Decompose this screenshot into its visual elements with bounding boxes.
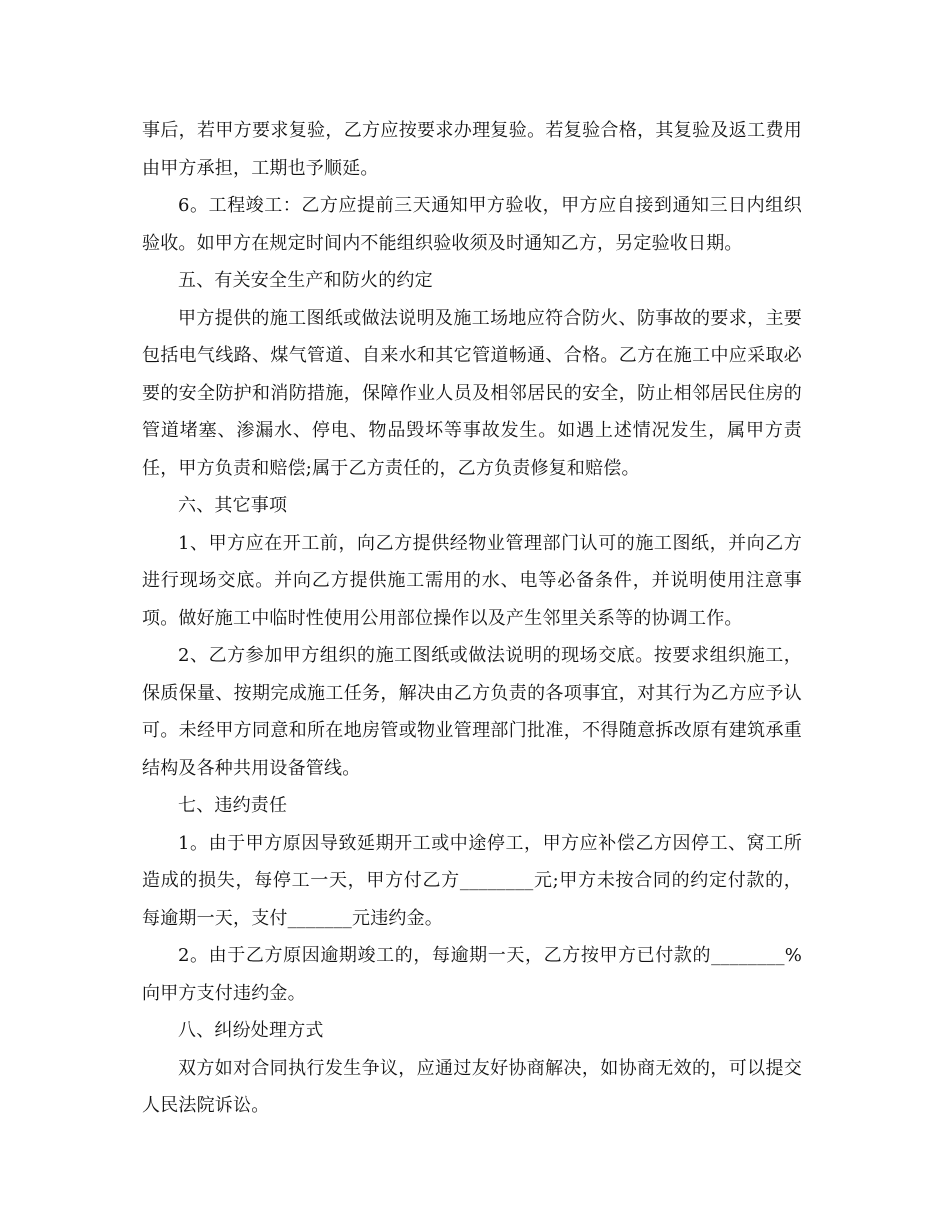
paragraph: 2。由于乙方原因逾期竣工的，每逾期一天，乙方按甲方已付款的________%向甲方支付违约金。 <box>142 945 802 1004</box>
paragraph: 1、甲方应在开工前，向乙方提供经物业管理部门认可的施工图纸，并向乙方进行现场交底。并向乙方提供施工需用的水、电等必备条件，并说明使用注意事项。做好施工中临时性使用公用部位操作以及产生邻里关系等的协调工作。 <box>142 532 802 629</box>
document-body <box>142 112 802 1125</box>
paragraph: 双方如对合同执行发生争议，应通过友好协商解决，如协商无效的，可以提交人民法院诉讼。 <box>142 1057 802 1116</box>
paragraph: 甲方提供的施工图纸或做法说明及施工场地应符合防火、防事故的要求，主要包括电气线路、煤气管道、自来水和其它管道畅通、合格。乙方在施工中应采取必要的安全防护和消防措施，保障作业人员及相邻居民的安全，防止相邻居民住房的管道堵塞、渗漏水、停电、物品毁坏等事故发生。如遇上述情况发生，属甲方责任，甲方负责和赔偿;属于乙方责任的，乙方负责修复和赔偿。 <box>142 307 802 479</box>
section-heading: 五、有关安全生产和防火的约定 <box>178 270 433 291</box>
section-heading: 六、其它事项 <box>178 495 288 516</box>
section-heading: 七、违约责任 <box>178 795 288 816</box>
paragraph: 6。工程竣工：乙方应提前三天通知甲方验收，甲方应自接到通知三日内组织验收。如甲方在规定时间内不能组织验收须及时通知乙方，另定验收日期。 <box>142 195 802 254</box>
section-heading: 八、纠纷处理方式 <box>178 1020 324 1041</box>
paragraph: 1。由于甲方原因导致延期开工或中途停工，甲方应补偿乙方因停工、窝工所造成的损失，每停工一天，甲方付乙方________元;甲方未按合同的约定付款的，每逾期一天，支付_______元违约金。 <box>142 832 802 929</box>
paragraph: 2、乙方参加甲方组织的施工图纸或做法说明的现场交底。按要求组织施工，保质保量、按期完成施工任务，解决由乙方负责的各项事宜，对其行为乙方应予认可。未经甲方同意和所在地房管或物业管理部门批准，不得随意拆改原有建筑承重结构及各种共用设备管线。 <box>142 645 802 779</box>
paragraph: 事后，若甲方要求复验，乙方应按要求办理复验。若复验合格，其复验及返工费用由甲方承担，工期也予顺延。 <box>142 120 802 179</box>
